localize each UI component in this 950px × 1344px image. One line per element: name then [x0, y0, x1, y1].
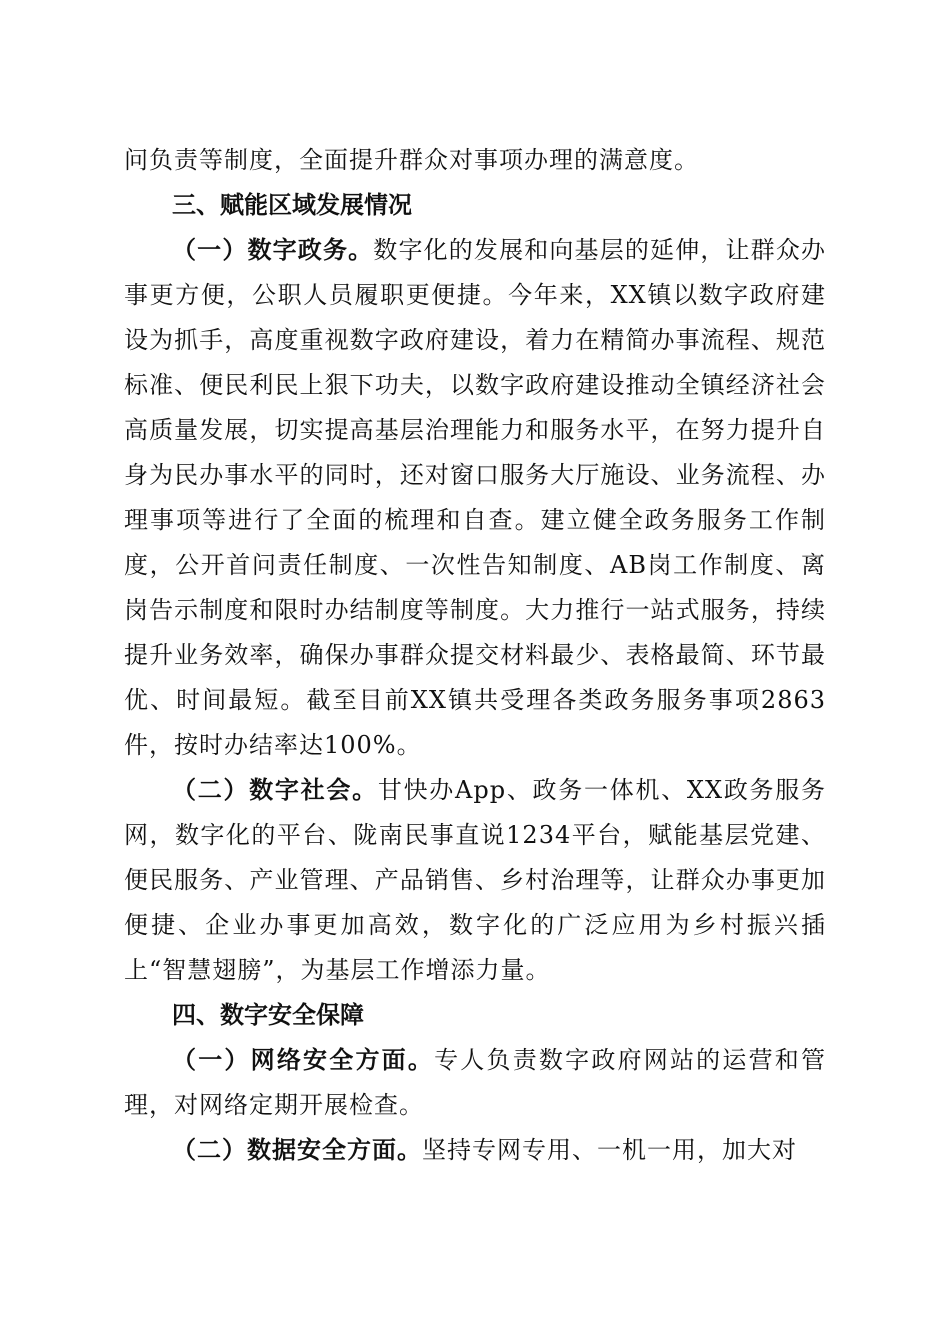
paragraph-data-security: [124, 1128, 826, 1173]
subsection-title-network-security: （一）网络安全方面。: [172, 1046, 435, 1074]
paragraph-network-security: [124, 1038, 826, 1128]
paragraph-digital-government: [124, 228, 826, 768]
document-body: [124, 138, 826, 1173]
paragraph-continuation: 问负责等制度，全面提升群众对事项办理的满意度。: [124, 146, 699, 174]
paragraph-body-network-security: 专人负责数字政府网站的运营和管理，对网络定期开展检查。: [124, 1046, 827, 1119]
section-heading-3: 三、赋能区域发展情况: [172, 191, 412, 219]
section-heading-4: 四、数字安全保障: [172, 1001, 364, 1029]
paragraph-body-digital-society: 甘快办App、政务一体机、XX政务服务网，数字化的平台、陇南民事直说1234平台，赋能基层党建、便民服务、产业管理、产品销售、乡村治理等，让群众办事更加便捷、企业办事更加高效，数字化的广泛应用为乡村振兴插上“智慧翅膀”，为基层工作增添力量。: [124, 776, 827, 984]
subsection-title-data-security: （二）数据安全方面。: [172, 1136, 422, 1164]
subsection-title-digital-government: （一）数字政务。: [172, 236, 374, 264]
subsection-title-digital-society: （二）数字社会。: [172, 776, 378, 804]
paragraph-body-data-security: 坚持专网专用、一机一用，加大对: [422, 1136, 797, 1164]
paragraph-digital-society: [124, 768, 826, 993]
paragraph-body-digital-government: 数字化的发展和向基层的延伸，让群众办事更方便，公职人员履职更便捷。今年来，XX镇以数字政府建设为抓手，高度重视数字政府建设，着力在精简办事流程、规范标准、便民利民上狠下功夫，以数字政府建设推动全镇经济社会高质量发展，切实提高基层治理能力和服务水平，在努力提升自身为民办事水平的同时，还对窗口服务大厅施设、业务流程、办理事项等进行了全面的梳理和自查。建立健全政务服务工作制度，公开首问责任制度、一次性告知制度、AB岗工作制度、离岗告示制度和限时办结制度等制度。大力推行一站式服务，持续提升业务效率，确保办事群众提交材料最少、表格最简、环节最优、时间最短。截至目前XX镇共受理各类政务服务事项2863件，按时办结率达100%。: [124, 236, 826, 759]
